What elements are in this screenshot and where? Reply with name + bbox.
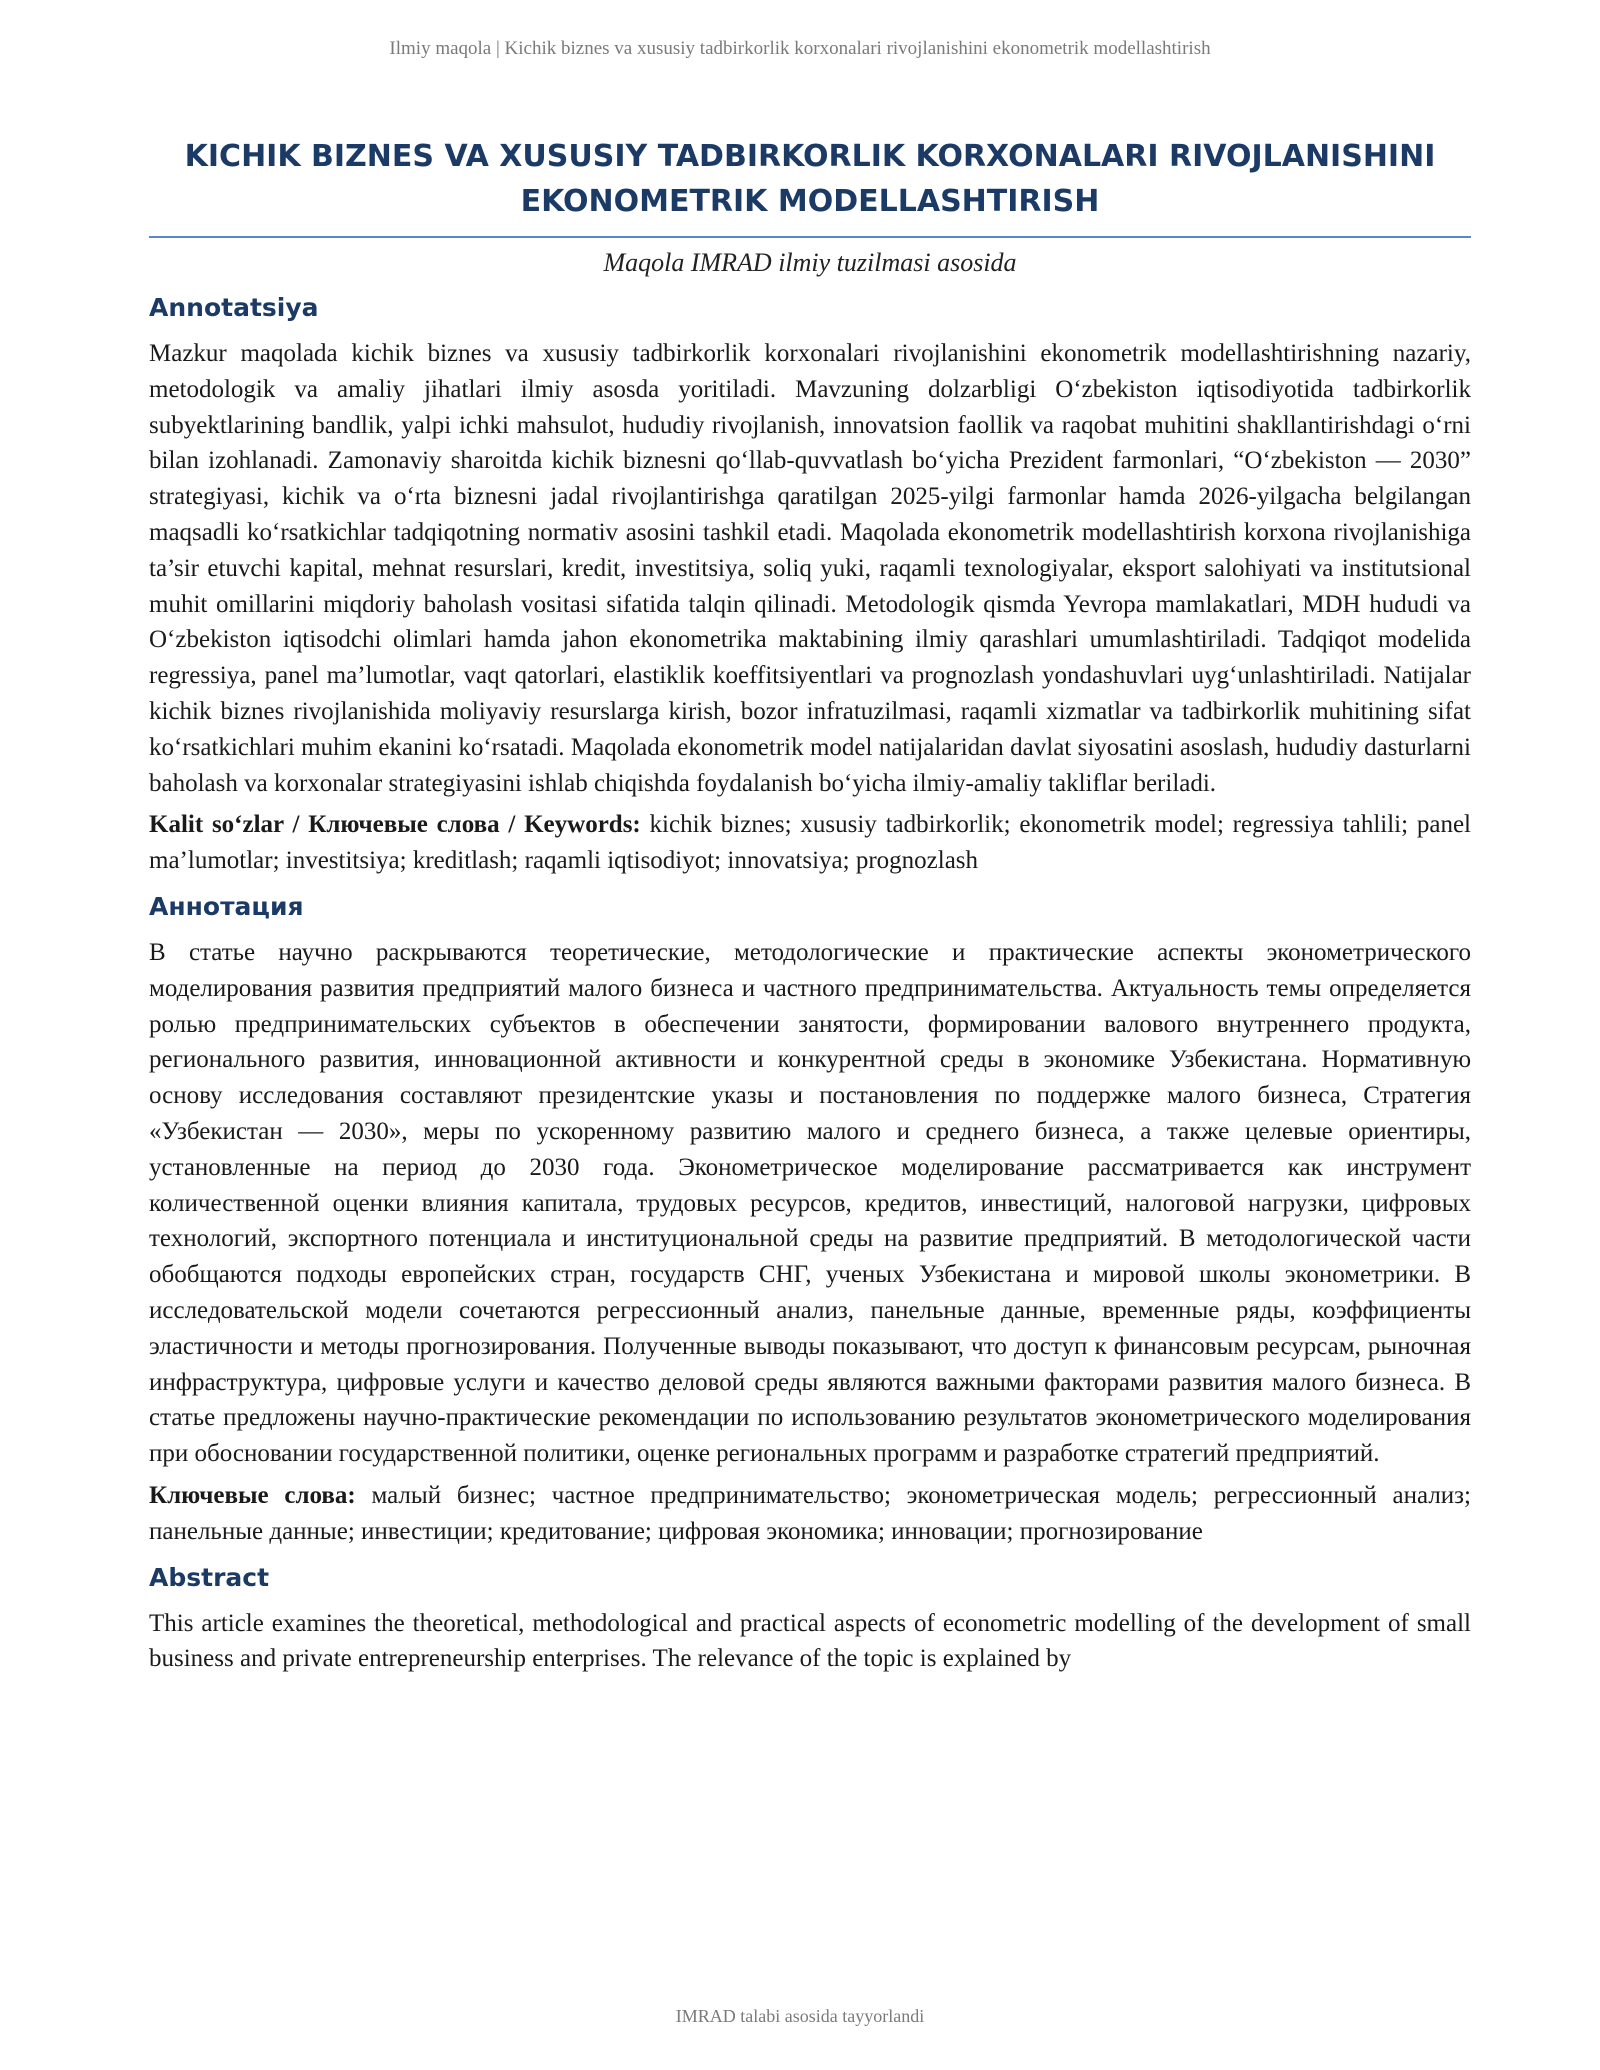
annotation-uz-section [149, 290, 1471, 879]
annotation-uz-heading: Annotatsiya [149, 293, 319, 322]
article-title: KICHIK BIZNES VA XUSUSIY TADBIRKORLIK KORXONALARI RIVOJLANISHINI EKONOMETRIK MODELLASHTIRISH [184, 139, 1436, 219]
annotation-ru-section [149, 889, 1471, 1550]
annotation-ru-text: В статье научно раскрываются теоретические, методологические и практические аспекты эконометрического моделирования развития предприятий малого бизнеса и частного предпринимательства. Актуальность темы определяется ролью предпринимательских субъектов в обеспечении занятости, формировании валового внутреннего продукта, регионального развития, инновационной активности и конкурентной среды в экономике Узбекистана. Нормативную основу исследования составляют президентские указы и постановления по поддержке малого бизнеса, Стратегия «Узбекистан — 2030», меры по ускоренному развитию малого и среднего бизнеса, а также целевые ориентиры, установленные на период до 2030 года. Эконометрическое моделирование рассматривается как инструмент количественной оценки влияния капитала, трудовых ресурсов, кредитов, инвестиций, налоговой нагрузки, цифровых технологий, экспортного потенциала и институциональной среды на развитие предприятий. В методологической части обобщаются подходы европейских стран, государств СНГ, ученых Узбекистана и мировой школы эконометрики. В исследовательской модели сочетаются регрессионный анализ, панельные данные, временные ряды, коэффициенты эластичности и методы прогнозирования. Полученные выводы показывают, что доступ к финансовым ресурсам, рыночная инфраструктура, цифровые услуги и качество деловой среды являются важными факторами развития малого бизнеса. В статье предложены научно-практические рекомендации по использованию результатов эконометрического моделирования при обосновании государственной политики, оценке региональных программ и разработке стратегий предприятий. [149, 938, 1471, 1468]
annotation-ru-keywords [149, 1478, 1471, 1550]
running-footer: IMRAD talabi asosida tayyorlandi [675, 2006, 925, 2026]
keywords-label: Kalit so‘zlar / Ключевые слова / Keywords: [149, 811, 641, 839]
abstract-en-text: This article examines the theoretical, methodological and practical aspects of econometric modelling of the development of small business and private entrepreneurship enterprises. The relevance of the topic is explained by [149, 1609, 1471, 1673]
keywords-list: kichik biznes; xususiy tadbirkorlik; ekonometrik model; regressiya tahlili; panel ma’lumotlar; investitsiya; kreditlash; raqamli iqtisodiyot; innovatsiya; prognozlash [149, 811, 1471, 875]
article-content [149, 134, 1471, 1683]
title-divider [149, 236, 1471, 238]
article-subtitle: Maqola IMRAD ilmiy tuzilmasi asosida [603, 248, 1017, 277]
abstract-en-heading: Abstract [149, 1562, 270, 1592]
keywords-label: Ключевые слова: [149, 1481, 356, 1509]
keywords-list: малый бизнес; частное предпринимательство; эконометрическая модель; регрессионный анализ; панельные данные; инвестиции; кредитование; цифровая экономика; инновации; прогнозирование [149, 1481, 1472, 1545]
abstract-en-section [149, 1560, 1471, 1678]
annotation-uz-keywords [149, 807, 1471, 879]
annotation-uz-text: Mazkur maqolada kichik biznes va xususiy tadbirkorlik korxonalari rivojlanishini ekonometrik modellashtirishning nazariy, metodologik va amaliy jihatlari ilmiy asosda yoritiladi. Mavzuning dolzarbligi O‘zbekiston iqtisodiyotida tadbirkorlik subyektlarining bandlik, yalpi ichki mahsulot, hududiy rivojlanish, innovatsion faollik va raqobat muhitini shakllantirishdagi o‘rni bilan izohlanadi. Zamonaviy sharoitda kichik biznesni qo‘llab-quvvatlash bo‘yicha Prezident farmonlari, “O‘zbekiston — 2030” strategiyasi, kichik va o‘rta biznesni jadal rivojlantirishga qaratilgan 2025-yilgi farmonlar hamda 2026-yilgacha belgilangan maqsadli ko‘rsatkichlar tadqiqotning normativ asosini tashkil etadi. Maqolada ekonometrik modellashtirish korxona rivojlanishiga ta’sir etuvchi kapital, mehnat resurslari, kredit, investitsiya, soliq yuki, raqamli texnologiyalar, eksport salohiyati va institutsional muhit omillarini miqdoriy baholash vositasi sifatida talqin qilinadi. Metodologik qismda Yevropa mamlakatlari, MDH hududi va O‘zbekiston iqtisodchi olimlari hamda jahon ekonometrika maktabining ilmiy qarashlari umumlashtiriladi. Tadqiqot modelida regressiya, panel ma’lumotlar, vaqt qatorlari, elastiklik koeffitsiyentlari va prognozlash yondashuvlari uyg‘unlashtiriladi. Natijalar kichik biznes rivojlanishida moliyaviy resurslarga kirish, bozor infratuzilmasi, raqamli xizmatlar va tadbirkorlik muhitining sifat ko‘rsatkichlari muhim ekanini ko‘rsatadi. Maqolada ekonometrik model natijalaridan davlat siyosatini asoslash, hududiy dasturlarni baholash va korxonalar strategiyasini ishlab chiqishda foydalanish bo‘yicha ilmiy-amaliy takliflar beriladi. [149, 340, 1471, 797]
running-header: Ilmiy maqola | Kichik biznes va xususiy tadbirkorlik korxonalari rivojlanishini ekonometrik modellashtirish [389, 38, 1211, 59]
annotation-ru-heading: Аннотация [149, 891, 304, 921]
